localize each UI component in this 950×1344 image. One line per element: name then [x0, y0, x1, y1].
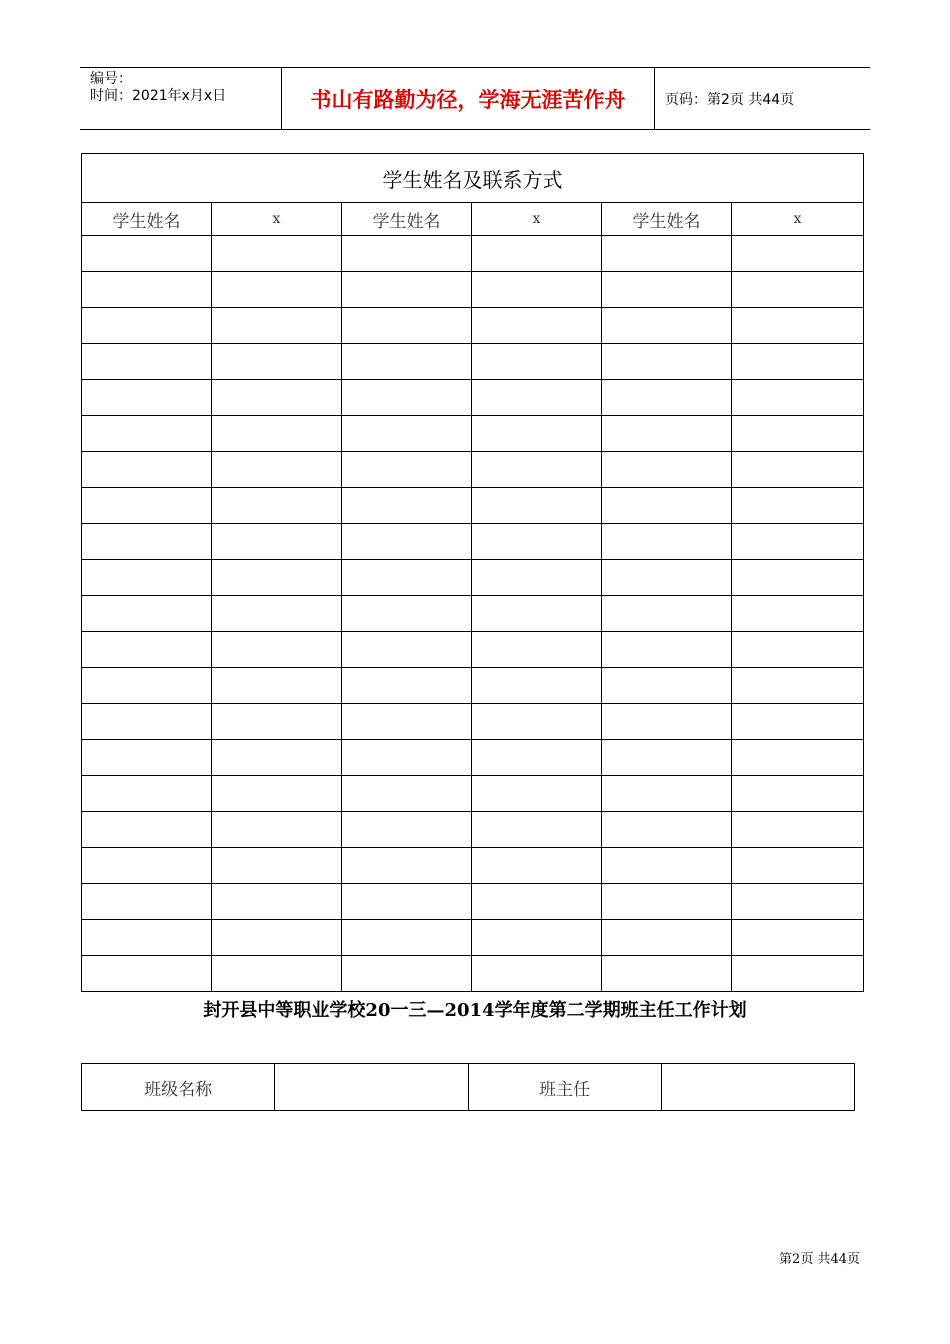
student-name-cell[interactable]	[342, 740, 472, 776]
student-name-cell[interactable]	[602, 632, 732, 668]
contact-cell[interactable]	[732, 740, 864, 776]
contact-cell[interactable]	[472, 668, 602, 704]
table-row	[82, 884, 864, 920]
student-name-cell[interactable]	[82, 848, 212, 884]
student-name-cell[interactable]	[602, 884, 732, 920]
contact-cell[interactable]	[732, 236, 864, 272]
student-name-cell[interactable]	[602, 740, 732, 776]
table-row	[82, 956, 864, 992]
table-title: 学生姓名及联系方式	[82, 154, 864, 203]
page-header	[80, 67, 870, 130]
contact-cell[interactable]	[212, 848, 342, 884]
contact-cell[interactable]	[472, 452, 602, 488]
student-name-cell[interactable]	[602, 668, 732, 704]
head-teacher-field[interactable]	[661, 1064, 854, 1111]
student-name-cell[interactable]	[342, 380, 472, 416]
student-name-cell[interactable]	[602, 956, 732, 992]
student-name-cell[interactable]	[342, 344, 472, 380]
contact-cell[interactable]	[472, 236, 602, 272]
contact-cell[interactable]	[472, 704, 602, 740]
student-contacts-table	[81, 153, 864, 992]
student-name-cell[interactable]	[342, 560, 472, 596]
student-name-cell[interactable]	[82, 884, 212, 920]
student-name-cell[interactable]	[82, 272, 212, 308]
contact-cell[interactable]	[732, 416, 864, 452]
table-row	[82, 380, 864, 416]
contact-cell[interactable]	[212, 668, 342, 704]
contact-cell[interactable]	[212, 308, 342, 344]
table-row	[82, 776, 864, 812]
contact-cell[interactable]	[732, 344, 864, 380]
table-row	[82, 668, 864, 704]
contact-cell[interactable]	[732, 272, 864, 308]
table-row	[82, 272, 864, 308]
table-row	[82, 560, 864, 596]
student-name-cell[interactable]	[602, 524, 732, 560]
contact-cell[interactable]	[212, 416, 342, 452]
head-teacher-label: 班主任	[468, 1064, 661, 1111]
table-row	[82, 236, 864, 272]
contact-cell[interactable]	[212, 956, 342, 992]
time-label: 时间：2021年x月x日	[90, 88, 227, 104]
contact-cell[interactable]	[472, 524, 602, 560]
contact-cell[interactable]	[472, 884, 602, 920]
contact-cell[interactable]	[212, 920, 342, 956]
student-name-cell[interactable]	[602, 308, 732, 344]
student-name-cell[interactable]	[602, 704, 732, 740]
table-row	[82, 848, 864, 884]
contact-cell[interactable]	[472, 344, 602, 380]
code-label: 编号：	[90, 71, 132, 87]
student-name-cell[interactable]	[602, 488, 732, 524]
contact-cell[interactable]	[472, 812, 602, 848]
class-name-label: 班级名称	[82, 1064, 275, 1111]
student-name-cell[interactable]	[602, 596, 732, 632]
student-name-cell[interactable]	[602, 380, 732, 416]
contact-cell[interactable]	[472, 848, 602, 884]
contact-cell[interactable]	[212, 488, 342, 524]
contact-cell[interactable]	[472, 416, 602, 452]
student-name-cell[interactable]	[82, 452, 212, 488]
student-name-cell[interactable]	[82, 668, 212, 704]
student-name-cell[interactable]	[82, 380, 212, 416]
contact-cell[interactable]	[212, 632, 342, 668]
contact-cell[interactable]	[472, 308, 602, 344]
contact-cell[interactable]	[212, 776, 342, 812]
student-name-cell[interactable]	[342, 308, 472, 344]
student-name-cell[interactable]	[342, 884, 472, 920]
contact-cell[interactable]	[472, 488, 602, 524]
student-name-cell[interactable]	[602, 776, 732, 812]
student-name-cell[interactable]	[342, 596, 472, 632]
student-name-cell[interactable]	[342, 416, 472, 452]
student-name-cell[interactable]	[82, 560, 212, 596]
student-name-cell[interactable]	[602, 416, 732, 452]
contact-cell[interactable]	[732, 452, 864, 488]
student-name-cell[interactable]	[342, 704, 472, 740]
table-row	[82, 920, 864, 956]
contact-cell[interactable]	[472, 920, 602, 956]
table-row	[82, 524, 864, 560]
header-page-label: 页码：第2页 共44页	[665, 91, 795, 108]
contact-cell[interactable]	[732, 704, 864, 740]
contact-cell[interactable]	[212, 704, 342, 740]
table-row	[82, 632, 864, 668]
contact-cell[interactable]	[212, 812, 342, 848]
student-name-cell[interactable]	[82, 524, 212, 560]
student-name-cell[interactable]	[602, 848, 732, 884]
student-name-cell[interactable]	[342, 812, 472, 848]
column-header-contact: x	[472, 203, 602, 236]
column-header-student-name: 学生姓名	[342, 203, 472, 236]
contact-cell[interactable]	[212, 236, 342, 272]
student-name-cell[interactable]	[602, 812, 732, 848]
student-name-cell[interactable]	[82, 236, 212, 272]
contact-cell[interactable]	[212, 272, 342, 308]
contact-cell[interactable]	[212, 596, 342, 632]
student-name-cell[interactable]	[82, 740, 212, 776]
contact-cell[interactable]	[732, 848, 864, 884]
table-row	[82, 416, 864, 452]
plan-title: 封开县中等职业学校20一三—2014学年度第二学期班主任工作计划	[203, 1000, 747, 1021]
contact-cell[interactable]	[732, 524, 864, 560]
table-row	[82, 344, 864, 380]
contact-cell[interactable]	[732, 596, 864, 632]
contact-cell[interactable]	[732, 308, 864, 344]
contact-cell[interactable]	[472, 632, 602, 668]
student-name-cell[interactable]	[342, 452, 472, 488]
contact-cell[interactable]	[472, 560, 602, 596]
student-name-cell[interactable]	[342, 272, 472, 308]
table-row	[82, 704, 864, 740]
student-name-cell[interactable]	[82, 344, 212, 380]
student-name-cell[interactable]	[82, 956, 212, 992]
header-motto: 书山有路勤为径，学海无涯苦作舟	[282, 68, 655, 129]
student-name-cell[interactable]	[602, 236, 732, 272]
table-row	[82, 452, 864, 488]
contact-cell[interactable]	[212, 884, 342, 920]
header-meta	[80, 68, 282, 129]
contact-cell[interactable]	[732, 488, 864, 524]
contact-cell[interactable]	[472, 380, 602, 416]
student-name-cell[interactable]	[82, 632, 212, 668]
table-body	[82, 236, 864, 992]
student-name-cell[interactable]	[82, 308, 212, 344]
student-name-cell[interactable]	[602, 920, 732, 956]
contact-cell[interactable]	[732, 812, 864, 848]
contact-cell[interactable]	[472, 272, 602, 308]
student-name-cell[interactable]	[342, 776, 472, 812]
contact-cell[interactable]	[732, 884, 864, 920]
table-row	[82, 308, 864, 344]
contact-cell[interactable]	[732, 632, 864, 668]
table-row	[82, 596, 864, 632]
student-name-cell[interactable]	[602, 344, 732, 380]
contact-cell[interactable]	[472, 596, 602, 632]
table-row	[82, 740, 864, 776]
student-name-cell[interactable]	[342, 848, 472, 884]
class-name-field[interactable]	[275, 1064, 468, 1111]
student-name-cell[interactable]	[602, 452, 732, 488]
student-name-cell[interactable]	[82, 596, 212, 632]
contact-cell[interactable]	[732, 956, 864, 992]
student-name-cell[interactable]	[82, 812, 212, 848]
contact-cell[interactable]	[472, 956, 602, 992]
student-name-cell[interactable]	[602, 272, 732, 308]
contact-cell[interactable]	[732, 560, 864, 596]
contact-cell[interactable]	[732, 920, 864, 956]
student-name-cell[interactable]	[82, 704, 212, 740]
student-name-cell[interactable]	[342, 956, 472, 992]
student-name-cell[interactable]	[342, 668, 472, 704]
contact-cell[interactable]	[732, 380, 864, 416]
column-header-contact: x	[732, 203, 864, 236]
contact-cell[interactable]	[472, 740, 602, 776]
student-name-cell[interactable]	[342, 920, 472, 956]
student-name-cell[interactable]	[82, 416, 212, 452]
table-row	[82, 488, 864, 524]
contact-cell[interactable]	[732, 776, 864, 812]
contact-cell[interactable]	[472, 776, 602, 812]
column-header-contact: x	[212, 203, 342, 236]
contact-cell[interactable]	[212, 380, 342, 416]
student-name-cell[interactable]	[342, 236, 472, 272]
student-name-cell[interactable]	[82, 488, 212, 524]
student-name-cell[interactable]	[82, 776, 212, 812]
student-name-cell[interactable]	[342, 524, 472, 560]
class-info-table	[81, 1063, 855, 1111]
student-name-cell[interactable]	[602, 560, 732, 596]
column-header-student-name: 学生姓名	[602, 203, 732, 236]
column-header-student-name: 学生姓名	[82, 203, 212, 236]
contact-cell[interactable]	[212, 452, 342, 488]
student-name-cell[interactable]	[342, 488, 472, 524]
contact-cell[interactable]	[732, 668, 864, 704]
student-name-cell[interactable]	[82, 920, 212, 956]
table-row	[82, 812, 864, 848]
contact-cell[interactable]	[212, 344, 342, 380]
contact-cell[interactable]	[212, 524, 342, 560]
footer-page-label: 第2页 共44页	[779, 1252, 860, 1267]
contact-cell[interactable]	[212, 560, 342, 596]
contact-cell[interactable]	[212, 740, 342, 776]
student-name-cell[interactable]	[342, 632, 472, 668]
